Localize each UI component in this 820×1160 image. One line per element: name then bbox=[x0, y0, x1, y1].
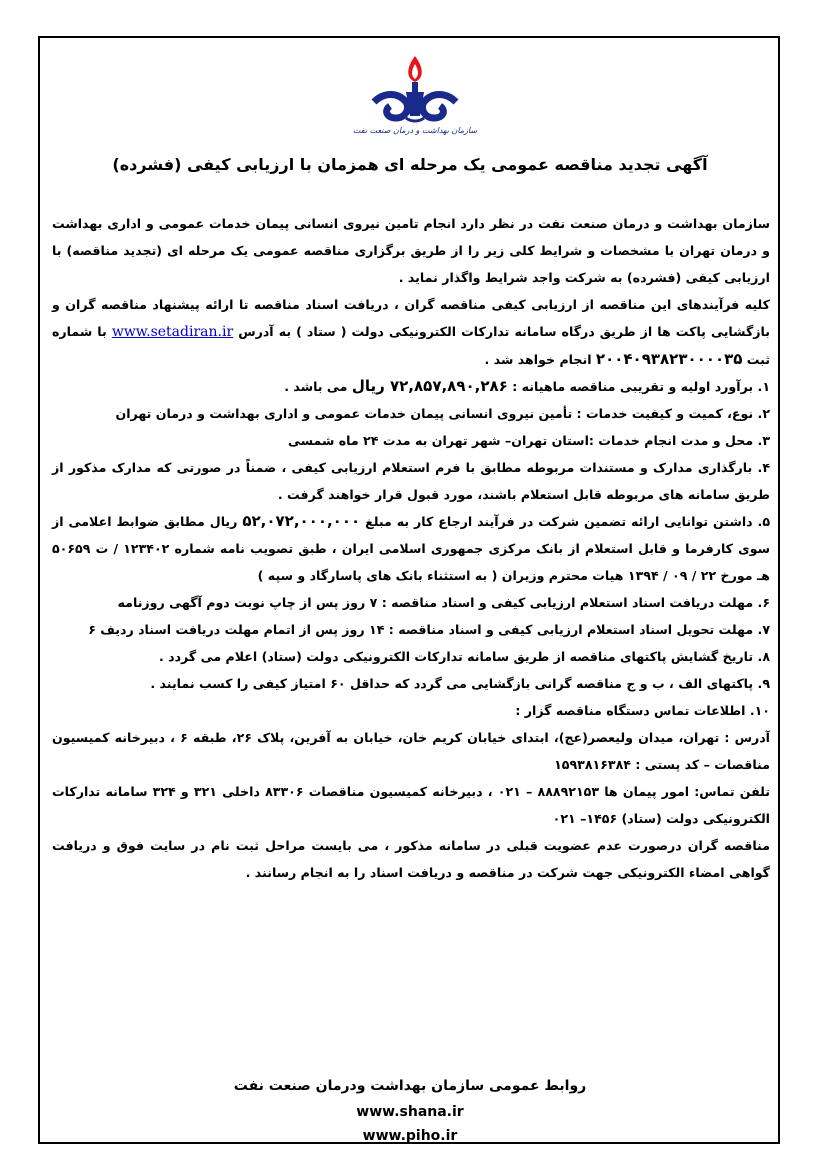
list-item: ۱۰. اطلاعات تماس دستگاه مناقصه گزار : bbox=[515, 703, 770, 718]
intro-process-paragraph: کلیه فرآیندهای این مناقصه از ارزیابی کیفی مناقصه گران ، دریافت اسناد مناقصه تا ارائه پیشنهاد مناقصه گران و بازگشایی پاکت ها از طریق درگاه سامانه تدارکات الکترونیکی دولت ( ستاد ) به آدرس www.setadiran.ir با شماره ثبت ۲۰۰۴۰۹۳۸۲۳۰۰۰۰۳۵ انجام خواهد شد . bbox=[52, 297, 771, 368]
guarantee-amount: ۵۲,۰۷۲,۰۰۰,۰۰۰ bbox=[242, 512, 361, 530]
list-item: ۵. داشتن توانایی ارائه تضمین شرکت در فرآیند ارجاع کار به مبلغ ۵۲,۰۷۲,۰۰۰,۰۰۰ ریال مطابق ضوابط اعلامی از سوی کارفرما و قابل استعلام از بانک مرکزی جمهوری اسلامی ایران ، طبق تصویب نامه شماره ۱۲۳۴۰۲ / ت ۵۰۶۵۹ هـ مورخ ۲۲ / ۰۹ / ۱۳۹۴ هیات محترم وزیران ( به استثناء بانک های پاسارگاد و سپه ) bbox=[52, 512, 771, 583]
list-item: ۸. تاریخ گشایش پاکتهای مناقصه از طریق سامانه تدارکات الکترونیکی دولت (ستاد) اعلام می گردد . bbox=[158, 649, 770, 664]
page-title: آگهی تجدید مناقصه عمومی یک مرحله ای همزمان با ارزیابی کیفی (فشرده) bbox=[112, 155, 708, 174]
contact-address: آدرس : تهران، میدان ولیعصر(عج)، ابتدای خیابان کریم خان، خیابان به آفرین، پلاک ۲۶، طبقه ۶ ، دبیرخانه کمیسیون مناقصات – کد پستی : ۱۵۹۳۸۱۶۳۸۴ bbox=[52, 730, 770, 772]
intro-paragraph: سازمان بهداشت و درمان صنعت نفت در نظر دارد انجام تامین نیروی انسانی پیمان خدمات عمومی و اداری بهداشت و درمان تهران با مشخصات و شرایط کلی زیر را از طریق برگزاری مناقصه عمومی یک مرحله ای (تجدید مناقصه) با ارزیابی کیفی (فشرده) به شرکت واجد شرایط واگذار نماید . bbox=[52, 216, 770, 285]
list-item: ۱. برآورد اولیه و تقریبی مناقصه ماهیانه : ۷۲,۸۵۷,۸۹۰,۲۸۶ ریال می باشد . bbox=[284, 377, 770, 395]
setadiran-link[interactable]: www.setadiran.ir bbox=[111, 324, 234, 340]
list-item: ۷. مهلت تحویل اسناد استعلام ارزیابی کیفی و اسناد مناقصه : ۱۴ روز پس از اتمام مهلت دریافت اسناد ردیف ۶ bbox=[88, 622, 770, 637]
list-item: ۹. پاکتهای الف ، ب و ج مناقصه گرانی بازگشایی می گردد که حداقل ۶۰ امتیاز کیفی را کسب نمایند . bbox=[150, 676, 770, 691]
piho-website[interactable]: www.piho.ir bbox=[362, 1128, 458, 1144]
registration-number: ۲۰۰۴۰۹۳۸۲۳۰۰۰۰۳۵ bbox=[595, 350, 743, 368]
contact-phone: تلفن تماس: امور پیمان ها ۸۸۸۹۲۱۵۳ – ۰۲۱ ، دبیرخانه کمیسیون مناقصات ۸۳۳۰۶ داخلی ۳۲۱ و ۳۲۴ سامانه تدارکات الکترونیکی دولت (ستاد) ۱۴۵۶– ۰۲۱ bbox=[52, 784, 771, 826]
monthly-estimate: ۷۲,۸۵۷,۸۹۰,۲۸۶ ریال bbox=[351, 377, 508, 395]
list-item: ۶. مهلت دریافت اسناد استعلام ارزیابی کیفی و اسناد مناقصه : ۷ روز پس از چاپ نوبت دوم آگهی روزنامه bbox=[117, 595, 770, 610]
registration-note: مناقصه گران درصورت عدم عضویت قبلی در سامانه مذکور ، می بایست مراحل ثبت نام در سایت فوق و دریافت گواهی امضاء الکترونیکی جهت شرکت در مناقصه و دریافت اسناد را به انجام رسانند . bbox=[52, 838, 770, 880]
signature: روابط عمومی سازمان بهداشت ودرمان صنعت نفت bbox=[233, 1078, 587, 1094]
notice-body bbox=[52, 210, 770, 886]
shana-website[interactable]: www.shana.ir bbox=[356, 1104, 464, 1120]
list-item: ۲. نوع، کمیت و کیفیت خدمات : تأمین نیروی انسانی پیمان خدمات عمومی و اداری بهداشت و درمان تهران bbox=[115, 406, 770, 421]
list-item: ۴. بارگذاری مدارک و مستندات مربوطه مطابق با فرم استعلام ارزیابی کیفی ، ضمناً در صورتی که مدارک مذکور از طریق سامانه های مربوطه قابل استعلام باشند، مورد قبول قرار خواهند گرفت . bbox=[52, 460, 770, 502]
logo-caption: سازمان بهداشت و درمان صنعت نفت bbox=[352, 126, 478, 135]
list-item: ۳. محل و مدت انجام خدمات :استان تهران– شهر تهران به مدت ۲۴ ماه شمسی bbox=[287, 433, 770, 448]
